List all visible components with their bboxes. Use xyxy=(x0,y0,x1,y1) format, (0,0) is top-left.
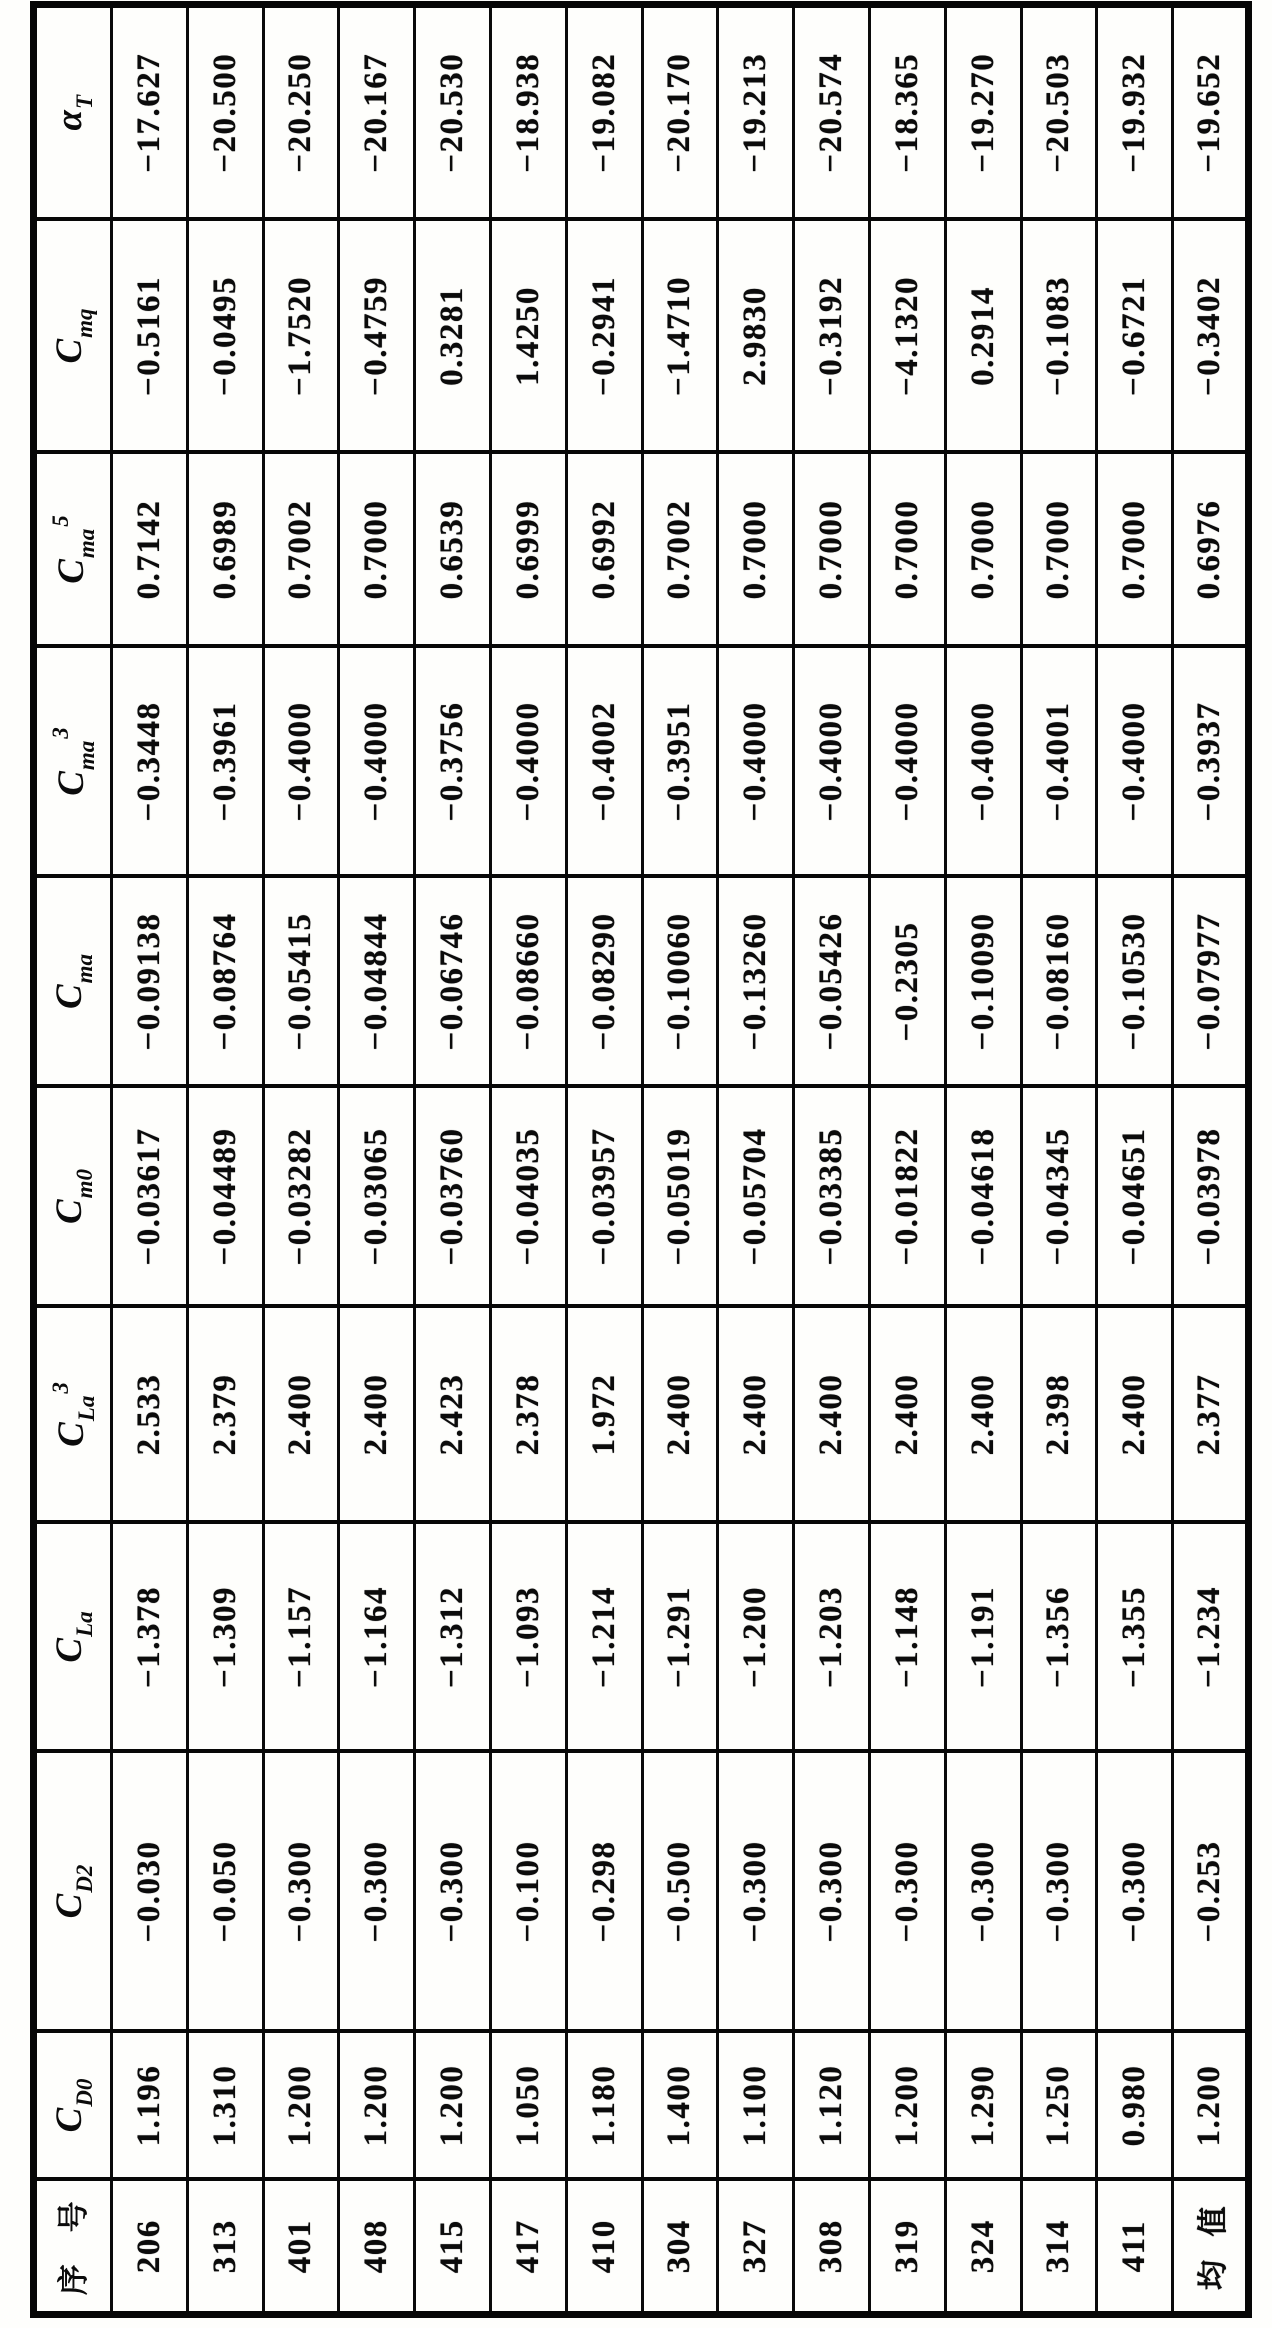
cell-Cm0: −0.04651 xyxy=(1097,1087,1173,1307)
cell-CLa: −1.191 xyxy=(945,1523,1021,1752)
cell-CLa: −1.157 xyxy=(263,1523,339,1752)
cell-CD0: 1.310 xyxy=(187,2032,263,2180)
cell-Cma: −0.05415 xyxy=(263,877,339,1087)
cell-Cma: −0.09138 xyxy=(112,877,188,1087)
cell-Cma: −0.2305 xyxy=(869,877,945,1087)
cell-CLa3: 2.400 xyxy=(339,1307,415,1523)
cell-CD0: 1.250 xyxy=(1021,2032,1097,2180)
cell-Cma: −0.04844 xyxy=(339,877,415,1087)
cell-CLa3: 2.533 xyxy=(112,1307,188,1523)
cell-Cmq: 0.2914 xyxy=(945,220,1021,453)
cell-Cma5: 0.6539 xyxy=(415,453,491,647)
cell-Cma5: 0.7000 xyxy=(794,453,870,647)
cell-Cma3: −0.4000 xyxy=(490,647,566,877)
cell-Cma3: −0.3951 xyxy=(642,647,718,877)
header-subscript: T xyxy=(72,94,97,110)
cell-CD2: −0.253 xyxy=(1173,1752,1249,2032)
column-header-alphaT xyxy=(34,5,112,220)
cell-Cma: −0.10060 xyxy=(642,877,718,1087)
cell-index: 313 xyxy=(187,2180,263,2315)
cell-Cma3: −0.3756 xyxy=(415,647,491,877)
cell-CD2: −0.100 xyxy=(490,1752,566,2032)
cell-Cm0: −0.03760 xyxy=(415,1087,491,1307)
cell-CLa3: 2.400 xyxy=(642,1307,718,1523)
cell-CD0: 1.400 xyxy=(642,2032,718,2180)
cell-CLa: −1.214 xyxy=(566,1523,642,1752)
cell-Cma3: −0.4000 xyxy=(869,647,945,877)
table-row-401 xyxy=(263,5,339,2315)
cell-Cma5: 0.7002 xyxy=(642,453,718,647)
column-header-index xyxy=(34,2180,112,2315)
cell-index: 401 xyxy=(263,2180,339,2315)
cell-Cma: −0.08764 xyxy=(187,877,263,1087)
cell-Cma3: −0.3961 xyxy=(187,647,263,877)
cell-CD0: 0.980 xyxy=(1097,2032,1173,2180)
cell-CD0: 1.196 xyxy=(112,2032,188,2180)
cell-Cm0: −0.03282 xyxy=(263,1087,339,1307)
cell-CLa: −1.234 xyxy=(1173,1523,1249,1752)
table-row-415 xyxy=(415,5,491,2315)
header-symbol: C xyxy=(49,1199,90,1225)
cell-CD0: 1.290 xyxy=(945,2032,1021,2180)
header-subscript: La xyxy=(72,1611,97,1637)
cell-Cma3: −0.4000 xyxy=(794,647,870,877)
table-row-314 xyxy=(1021,5,1097,2315)
table-row-417 xyxy=(490,5,566,2315)
cell-Cmq: −0.5161 xyxy=(112,220,188,453)
cell-Cm0: −0.03978 xyxy=(1173,1087,1249,1307)
table-row-304 xyxy=(642,5,718,2315)
column-header-Cma xyxy=(34,877,112,1087)
header-subscript: D0 xyxy=(72,2078,97,2107)
cell-CLa3: 2.379 xyxy=(187,1307,263,1523)
table-row-411 xyxy=(1097,5,1173,2315)
cell-Cmq: 2.9830 xyxy=(718,220,794,453)
cell-alphaT: −19.082 xyxy=(566,5,642,220)
cell-Cmq: −0.6721 xyxy=(1097,220,1173,453)
cell-CLa3: 2.400 xyxy=(869,1307,945,1523)
header-superscript: 3 xyxy=(48,727,73,739)
cell-Cma: −0.10530 xyxy=(1097,877,1173,1087)
cell-Cm0: −0.03065 xyxy=(339,1087,415,1307)
cell-CLa: −1.093 xyxy=(490,1523,566,1752)
cell-Cmq: −1.4710 xyxy=(642,220,718,453)
cell-CLa: −1.309 xyxy=(187,1523,263,1752)
cell-Cma3: −0.3937 xyxy=(1173,647,1249,877)
cell-Cma5: 0.7000 xyxy=(718,453,794,647)
cell-index: 324 xyxy=(945,2180,1021,2315)
table-row-206 xyxy=(112,5,188,2315)
cell-CLa3: 2.378 xyxy=(490,1307,566,1523)
cell-Cma5: 0.7142 xyxy=(112,453,188,647)
column-header-CLa xyxy=(34,1523,112,1752)
header-symbol: C xyxy=(49,1893,90,1919)
header-symbol: C xyxy=(51,559,92,584)
cell-Cma: −0.07977 xyxy=(1173,877,1249,1087)
cell-alphaT: −20.530 xyxy=(415,5,491,220)
cell-CD0: 1.200 xyxy=(263,2032,339,2180)
cell-index: 均 值 xyxy=(1173,2180,1249,2315)
cell-alphaT: −20.503 xyxy=(1021,5,1097,220)
table-row-324 xyxy=(945,5,1021,2315)
cell-index: 206 xyxy=(112,2180,188,2315)
column-header-Cma5 xyxy=(34,453,112,647)
cell-Cma: −0.08160 xyxy=(1021,877,1097,1087)
cell-Cma5: 0.6999 xyxy=(490,453,566,647)
header-symbol: C xyxy=(49,1637,90,1663)
cell-Cma5: 0.6989 xyxy=(187,453,263,647)
cell-CLa: −1.355 xyxy=(1097,1523,1173,1752)
header-symbol: C xyxy=(51,1422,92,1447)
column-header-CD0 xyxy=(34,2032,112,2180)
header-subscript: ma xyxy=(74,528,99,559)
cell-CD0: 1.120 xyxy=(794,2032,870,2180)
column-header-Cm0 xyxy=(34,1087,112,1307)
cell-CLa: −1.378 xyxy=(112,1523,188,1752)
table-row-327 xyxy=(718,5,794,2315)
header-subscript: D2 xyxy=(72,1864,97,1893)
cell-Cma5: 0.7002 xyxy=(263,453,339,647)
cell-Cm0: −0.04035 xyxy=(490,1087,566,1307)
cell-Cmq: −1.7520 xyxy=(263,220,339,453)
cell-Cmq: −0.3192 xyxy=(794,220,870,453)
cell-CD0: 1.200 xyxy=(415,2032,491,2180)
cell-Cmq: 0.3281 xyxy=(415,220,491,453)
header-symbol: α xyxy=(49,110,90,131)
cell-CD0: 1.200 xyxy=(1173,2032,1249,2180)
cell-Cma3: −0.4000 xyxy=(945,647,1021,877)
cell-Cma3: −0.4000 xyxy=(1097,647,1173,877)
header-row xyxy=(34,5,112,2315)
header-symbol: C xyxy=(49,984,90,1010)
cell-index: 410 xyxy=(566,2180,642,2315)
cell-Cma: −0.13260 xyxy=(718,877,794,1087)
cell-Cma3: −0.4000 xyxy=(263,647,339,877)
cell-index: 314 xyxy=(1021,2180,1097,2315)
cell-Cm0: −0.03385 xyxy=(794,1087,870,1307)
coefficient-table xyxy=(30,1,1252,2318)
cell-CD2: −0.300 xyxy=(869,1752,945,2032)
table-row-319 xyxy=(869,5,945,2315)
header-symbol: 序 号 xyxy=(56,2189,91,2296)
cell-CD2: −0.300 xyxy=(718,1752,794,2032)
table-row-410 xyxy=(566,5,642,2315)
cell-CLa: −1.203 xyxy=(794,1523,870,1752)
cell-index: 327 xyxy=(718,2180,794,2315)
cell-Cma5: 0.7000 xyxy=(1021,453,1097,647)
cell-CLa: −1.356 xyxy=(1021,1523,1097,1752)
header-symbol: C xyxy=(49,338,90,364)
cell-CD0: 1.180 xyxy=(566,2032,642,2180)
cell-CD2: −0.300 xyxy=(263,1752,339,2032)
cell-index: 411 xyxy=(1097,2180,1173,2315)
cell-Cma: −0.05426 xyxy=(794,877,870,1087)
header-symbol: C xyxy=(51,771,92,796)
cell-Cma5: 0.7000 xyxy=(869,453,945,647)
cell-alphaT: −17.627 xyxy=(112,5,188,220)
cell-Cma3: −0.3448 xyxy=(112,647,188,877)
column-header-CD2 xyxy=(34,1752,112,2032)
cell-CLa: −1.291 xyxy=(642,1523,718,1752)
cell-Cma3: −0.4002 xyxy=(566,647,642,877)
cell-alphaT: −20.167 xyxy=(339,5,415,220)
column-header-CLa3 xyxy=(34,1307,112,1523)
column-header-Cmq xyxy=(34,220,112,453)
cell-index: 415 xyxy=(415,2180,491,2315)
header-superscript: 5 xyxy=(48,515,73,527)
table-body xyxy=(34,5,1249,2315)
cell-Cm0: −0.03957 xyxy=(566,1087,642,1307)
cell-CLa: −1.148 xyxy=(869,1523,945,1752)
cell-Cm0: −0.01822 xyxy=(869,1087,945,1307)
header-symbol: C xyxy=(49,2107,90,2133)
cell-Cmq: −4.1320 xyxy=(869,220,945,453)
cell-CLa: −1.200 xyxy=(718,1523,794,1752)
cell-CD2: −0.300 xyxy=(415,1752,491,2032)
header-subscript: ma xyxy=(74,740,99,771)
cell-CLa3: 2.400 xyxy=(263,1307,339,1523)
cell-CD0: 1.200 xyxy=(869,2032,945,2180)
cell-CLa3: 2.398 xyxy=(1021,1307,1097,1523)
header-superscript: 3 xyxy=(48,1382,73,1394)
cell-alphaT: −20.500 xyxy=(187,5,263,220)
cell-Cm0: −0.04489 xyxy=(187,1087,263,1307)
cell-CLa3: 2.423 xyxy=(415,1307,491,1523)
cell-Cmq: −0.3402 xyxy=(1173,220,1249,453)
cell-CLa: −1.164 xyxy=(339,1523,415,1752)
cell-Cm0: −0.05019 xyxy=(642,1087,718,1307)
cell-Cm0: −0.04345 xyxy=(1021,1087,1097,1307)
cell-Cma5: 0.7000 xyxy=(1097,453,1173,647)
header-subscript: ma xyxy=(72,953,97,984)
cell-Cm0: −0.05704 xyxy=(718,1087,794,1307)
cell-CD2: −0.300 xyxy=(1097,1752,1173,2032)
cell-CD2: −0.050 xyxy=(187,1752,263,2032)
cell-index: 304 xyxy=(642,2180,718,2315)
cell-Cmq: −0.4759 xyxy=(339,220,415,453)
cell-alphaT: −20.574 xyxy=(794,5,870,220)
cell-Cma: −0.08290 xyxy=(566,877,642,1087)
cell-Cmq: −0.0495 xyxy=(187,220,263,453)
cell-alphaT: −18.938 xyxy=(490,5,566,220)
cell-Cma5: 0.6992 xyxy=(566,453,642,647)
table-row-mean xyxy=(1173,5,1249,2315)
cell-Cma: −0.08660 xyxy=(490,877,566,1087)
cell-Cma: −0.06746 xyxy=(415,877,491,1087)
cell-Cma3: −0.4000 xyxy=(718,647,794,877)
cell-index: 308 xyxy=(794,2180,870,2315)
cell-CD2: −0.300 xyxy=(945,1752,1021,2032)
cell-CLa3: 2.400 xyxy=(718,1307,794,1523)
cell-CD2: −0.030 xyxy=(112,1752,188,2032)
column-header-Cma3 xyxy=(34,647,112,877)
cell-Cma: −0.10090 xyxy=(945,877,1021,1087)
cell-CD2: −0.298 xyxy=(566,1752,642,2032)
cell-Cma3: −0.4001 xyxy=(1021,647,1097,877)
cell-alphaT: −19.652 xyxy=(1173,5,1249,220)
cell-CLa3: 2.400 xyxy=(1097,1307,1173,1523)
cell-CD0: 1.200 xyxy=(339,2032,415,2180)
cell-Cmq: −0.2941 xyxy=(566,220,642,453)
cell-alphaT: −19.213 xyxy=(718,5,794,220)
cell-CD2: −0.500 xyxy=(642,1752,718,2032)
cell-CLa3: 1.972 xyxy=(566,1307,642,1523)
cell-CLa3: 2.400 xyxy=(945,1307,1021,1523)
cell-CD2: −0.300 xyxy=(339,1752,415,2032)
cell-CD0: 1.050 xyxy=(490,2032,566,2180)
cell-alphaT: −19.270 xyxy=(945,5,1021,220)
cell-alphaT: −20.170 xyxy=(642,5,718,220)
cell-alphaT: −19.932 xyxy=(1097,5,1173,220)
cell-index: 319 xyxy=(869,2180,945,2315)
header-subscript: La xyxy=(74,1395,99,1422)
cell-index: 408 xyxy=(339,2180,415,2315)
cell-Cma5: 0.6976 xyxy=(1173,453,1249,647)
cell-Cmq: −0.1083 xyxy=(1021,220,1097,453)
header-subscript: m0 xyxy=(72,1168,97,1199)
table-row-408 xyxy=(339,5,415,2315)
cell-CLa: −1.312 xyxy=(415,1523,491,1752)
table-row-308 xyxy=(794,5,870,2315)
cell-alphaT: −20.250 xyxy=(263,5,339,220)
cell-CD2: −0.300 xyxy=(1021,1752,1097,2032)
cell-Cm0: −0.04618 xyxy=(945,1087,1021,1307)
cell-Cma3: −0.4000 xyxy=(339,647,415,877)
cell-CD2: −0.300 xyxy=(794,1752,870,2032)
cell-Cma5: 0.7000 xyxy=(339,453,415,647)
table-row-313 xyxy=(187,5,263,2315)
cell-Cmq: 1.4250 xyxy=(490,220,566,453)
cell-index: 417 xyxy=(490,2180,566,2315)
cell-alphaT: −18.365 xyxy=(869,5,945,220)
cell-Cm0: −0.03617 xyxy=(112,1087,188,1307)
cell-CLa3: 2.377 xyxy=(1173,1307,1249,1523)
header-subscript: mq xyxy=(72,308,97,338)
cell-CD0: 1.100 xyxy=(718,2032,794,2180)
cell-Cma5: 0.7000 xyxy=(945,453,1021,647)
cell-CLa3: 2.400 xyxy=(794,1307,870,1523)
